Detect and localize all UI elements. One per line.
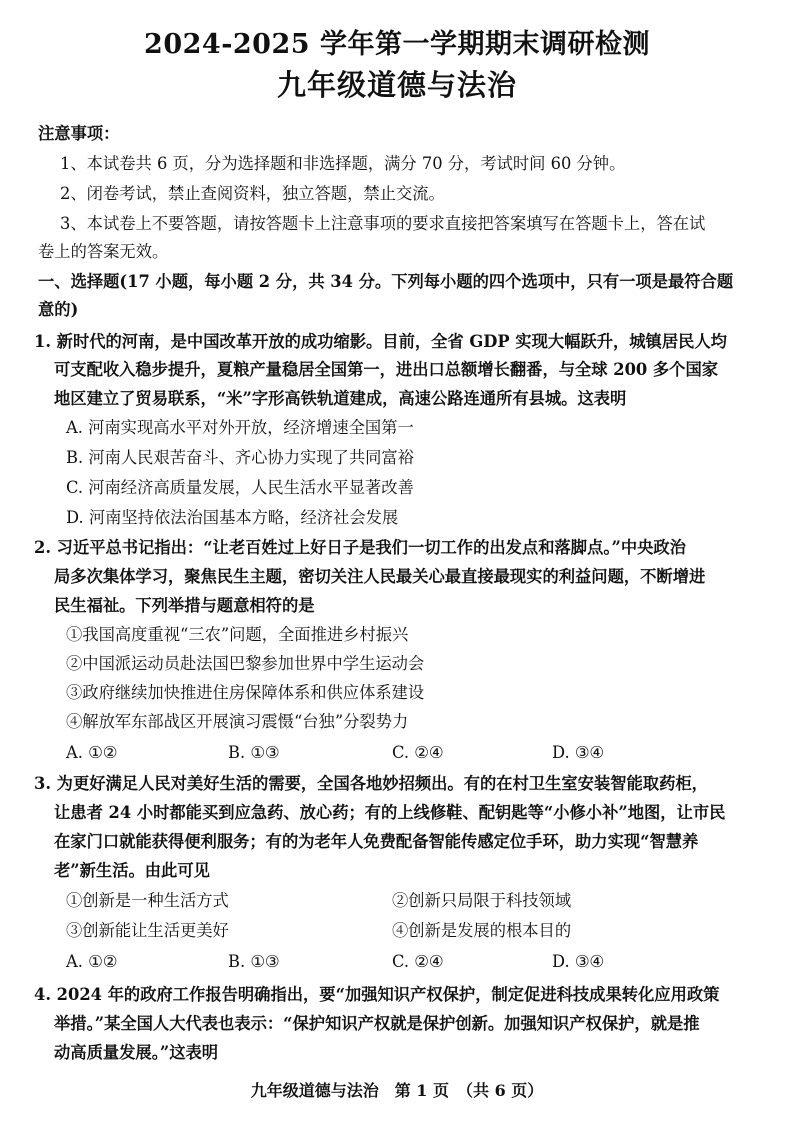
q2-statement-2: ②中国派运动员赴法国巴黎参加世界中学生运动会: [66, 654, 425, 673]
q2-stem-line-3: 民生福祉。下列举措与题意相符的是: [54, 596, 315, 615]
section-heading-cont: 意的): [38, 300, 79, 319]
q1-stem-line-1: 1. 新时代的河南，是中国改革开放的成功缩影。目前，全省 GDP 实现大幅跃升，城镇居民人均: [34, 332, 727, 351]
page-footer: 九年级道德与法治 第 1 页 （共 6 页）: [250, 1081, 544, 1100]
q3-option-a: A. ①②: [66, 952, 118, 971]
q3-statement-1: ①创新是一种生活方式: [66, 891, 229, 910]
q3-stem-line-4: 老”新生活。由此可见: [54, 861, 210, 880]
q3-stem-line-2: 让患者 24 小时都能买到应急药、放心药；有的上线修鞋、配钥匙等“小修小补”地图，让市民: [54, 803, 726, 822]
q1-stem-line-3: 地区建立了贸易联系，“米”字形高铁轨道建成，高速公路连通所有县城。这表明: [54, 389, 627, 408]
q4-stem-line-2: 举措。”某全国人大代表也表示：“保护知识产权就是保护创新。加强知识产权保护，就是推: [54, 1014, 700, 1033]
q1-stem-line-2: 可支配收入稳步提升，夏粮产量稳居全国第一，进出口总额增长翻番，与全球 200 多个国家: [54, 360, 719, 379]
exam-subject: 九年级道德与法治: [276, 68, 517, 102]
q3-statement-2: ②创新只局限于科技领域: [392, 891, 572, 910]
q2-option-b: B. ①③: [228, 743, 280, 762]
q3-stem-line-1: 3. 为更好满足人民对美好生活的需要，全国各地妙招频出。有的在村卫生室安装智能取药柜，: [34, 774, 708, 793]
q2-stem-line-2: 局多次集体学习，聚焦民生主题，密切关注人民最关心最直接最现实的利益问题，不断增进: [54, 567, 706, 586]
exam-title: 2024-2025 学年第一学期期末调研检测: [144, 29, 650, 60]
q2-statement-3: ③政府继续加快推进住房保障体系和供应体系建设: [66, 683, 425, 702]
q3-statement-3: ③创新能让生活更美好: [66, 921, 229, 940]
notice-item-3-cont: 卷上的答案无效。: [38, 242, 169, 261]
q2-option-a: A. ①②: [66, 743, 118, 762]
q3-statement-4: ④创新是发展的根本目的: [392, 921, 572, 940]
q3-option-b: B. ①③: [228, 952, 280, 971]
q3-option-d: D. ③④: [552, 952, 605, 971]
q3-stem-line-3: 在家门口就能获得便利服务；有的为老年人免费配备智能传感定位手环，助力实现“智慧养: [54, 832, 699, 851]
section-heading: 一、选择题(17 小题，每小题 2 分，共 34 分。下列每小题的四个选项中，只有一项是最符合题: [38, 272, 734, 291]
q1-option-b: B. 河南人民艰苦奋斗、齐心协力实现了共同富裕: [66, 448, 414, 467]
notice-item-1: 1、本试卷共 6 页，分为选择题和非选择题，满分 70 分，考试时间 60 分钟。: [60, 154, 626, 173]
q2-statement-4: ④解放军东部战区开展演习震慑“台独”分裂势力: [66, 712, 409, 731]
q3-option-c: C. ②④: [392, 952, 444, 971]
q2-statement-1: ①我国高度重视“三农”问题，全面推进乡村振兴: [66, 625, 409, 644]
q2-stem-line-1: 2. 习近平总书记指出：“让老百姓过上好日子是我们一切工作的出发点和落脚点。”中央政治: [34, 538, 686, 557]
q1-option-a: A. 河南实现高水平对外开放，经济增速全国第一: [66, 418, 414, 437]
q4-stem-line-3: 动高质量发展。”这表明: [54, 1043, 219, 1062]
notice-item-2: 2、闭卷考试，禁止查阅资料，独立答题，禁止交流。: [60, 184, 445, 203]
q1-option-c: C. 河南经济高质量发展，人民生活水平显著改善: [66, 478, 414, 497]
q1-option-d: D. 河南坚持依法治国基本方略，经济社会发展: [66, 508, 399, 527]
notice-item-3: 3、本试卷上不要答题，请按答题卡上注意事项的要求直接把答案填写在答题卡上，答在试: [60, 214, 706, 233]
q2-option-c: C. ②④: [392, 743, 444, 762]
q4-stem-line-1: 4. 2024 年的政府工作报告明确指出，要“加强知识产权保护，制定促进科技成果转化应用政策: [34, 985, 720, 1004]
notice-heading: 注意事项：: [38, 124, 120, 143]
q2-option-d: D. ③④: [552, 743, 605, 762]
